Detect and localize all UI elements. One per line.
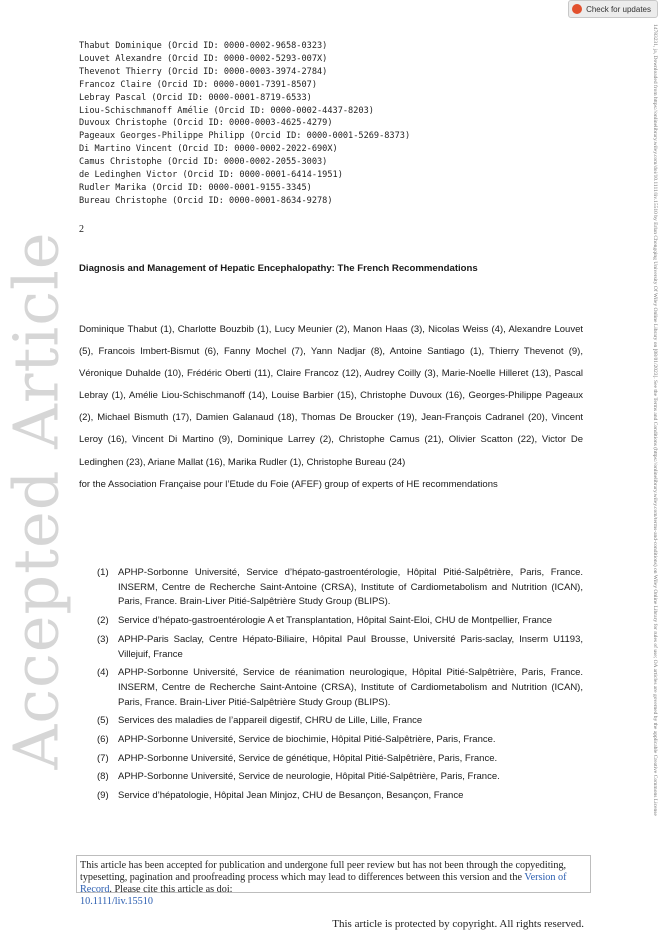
side-note-text: 14783231, ja, Downloaded from https://onlinelibrary.wiley.com/doi/10.1111/liv.15510 by Erlan Chongqing University Of Wiley Online Library on [08/01/2023]. See the Terms and Conditions (https://onlinelibrary.wiley.com/terms-and-conditions) on Wiley Online Library for rules of use; OA articles are governed by the applicable Creative Commons License <box>652 24 658 816</box>
orcid-entry: Thabut Dominique (Orcid ID: 0000-0002-9658-0323) <box>79 41 328 51</box>
orcid-entry: Francoz Claire (Orcid ID: 0000-0001-7391-8507) <box>79 79 317 90</box>
check-for-updates-badge[interactable] <box>568 0 658 18</box>
group-statement: for the Association Française pour l’Etude du Foie (AFEF) group of experts of HE recommendations <box>79 478 498 490</box>
affiliation-text: APHP-Sorbonne Université, Service de génétique, Hôpital Pitié-Salpêtrière, Paris, France. <box>118 752 498 764</box>
affiliation-number: (3) <box>97 633 109 645</box>
affiliation-text: Services des maladies de l’appareil digestif, CHRU de Lille, Lille, France <box>118 715 423 727</box>
orcid-entry: de Ledinghen Victor (Orcid ID: 0000-0001-6414-1951) <box>79 170 343 181</box>
accepted-notice-box <box>76 855 591 907</box>
affiliation-number: (8) <box>97 771 109 783</box>
version-of-record-link[interactable]: Version of Record <box>80 872 567 895</box>
affiliation-item <box>97 789 583 804</box>
affiliation-text: APHP-Sorbonne Université, Service de réanimation neurologique, Hôpital Pitié-Salpêtrière, Paris, France. INSERM, Centre de Recherche Saint-Antoine (CRSA), Institute of Cardiometabolism and Nutrition (ICAN), Paris, France. Brain-Liver Pitié-Salpêtrière Study Group (BLIPS). <box>118 667 583 708</box>
affiliation-number: (9) <box>97 790 109 802</box>
affiliation-text: Service d’hépatologie, Hôpital Jean Minjoz, CHU de Besançon, Besançon, France <box>118 790 464 802</box>
affiliation-number: (6) <box>97 734 109 746</box>
check-updates-label: Check for updates <box>586 4 651 14</box>
affiliation-item <box>97 733 583 748</box>
affiliation-number: (5) <box>97 715 109 727</box>
affiliation-number: (7) <box>97 752 109 764</box>
article-title: Diagnosis and Management of Hepatic Encephalopathy: The French Recommendations <box>79 263 478 274</box>
orcid-entry: Louvet Alexandre (Orcid ID: 0000-0002-5293-007X) <box>79 53 328 64</box>
affiliation-text: APHP-Sorbonne Université, Service de neurologie, Hôpital Pitié-Salpêtrière, Paris, France. <box>118 771 500 783</box>
orcid-list <box>79 40 410 208</box>
orcid-entry: Rudler Marika (Orcid ID: 0000-0001-9155-3345) <box>79 182 312 193</box>
affiliation-item <box>97 666 583 710</box>
affiliation-list <box>97 566 583 808</box>
affiliation-number: (4) <box>97 667 109 679</box>
affiliation-item <box>97 752 583 767</box>
affiliation-text: APHP-Paris Saclay, Centre Hépato-Biliaire, Hôpital Paul Brousse, Université Paris-saclay, Inserm U1193, Villejuif, France <box>118 633 583 660</box>
orcid-entry: Bureau Christophe (Orcid ID: 0000-0001-8634-9278) <box>79 195 333 206</box>
affiliation-text: APHP-Sorbonne Université, Service d’hépato-gastroentérologie, Hôpital Pitié-Salpêtrière, Paris, France. INSERM, Centre de Recherche Saint-Antoine (CRSA), Institute of Cardiometabolism and Nutrition (ICAN), Paris, France. Brain-Liver Pitié-Salpêtrière Study Group (BLIPS). <box>118 567 583 608</box>
orcid-entry: Thevenot Thierry (Orcid ID: 0000-0003-3974-2784) <box>79 66 328 77</box>
orcid-entry: Pageaux Georges-Philippe Philipp (Orcid ID: 0000-0001-5269-8373) <box>79 131 411 142</box>
affiliation-item <box>97 566 583 610</box>
notice-text: This article has been accepted for publication and undergone full peer review but has not been through the copyediting, typesetting, pagination and proofreading process which may lead to differences between this version and the <box>80 860 567 883</box>
author-list <box>79 319 583 496</box>
affiliation-item <box>97 614 583 629</box>
page-number: 2 <box>79 224 84 235</box>
authors-text: Dominique Thabut (1), Charlotte Bouzbib (1), Lucy Meunier (2), Manon Haas (3), Nicolas Weiss (4), Alexandre Louvet (5), Francois Imbert-Bismut (6), Fanny Mochel (7), Yann Nadjar (8), Antoine Santiago (1), Thierry Thevenot (9), Véronique Duhalde (10), Frédéric Oberti (11), Claire Francoz (12), Audrey Coilly (3), Marie-Noelle Hilleret (13), Pascal Lebray (1), Amélie Liou-Schischmanoff (14), Louise Barbier (15), Christophe Duvoux (16), Georges-Philippe Pageaux (2), Michael Bismuth (17), Damien Galanaud (18), Thomas De Broucker (19), Jean-François Cadranel (20), Vincent Leroy (16), Vincent Di Martino (9), Dominique Larrey (2), Christophe Camus (21), Olivier Scatton (22), Victor De Ledinghen (23), Ariane Mallat (16), Marika Rudler (1), Christophe Bureau (24) <box>79 324 583 468</box>
affiliation-number: (1) <box>97 567 109 578</box>
orcid-entry: Di Martino Vincent (Orcid ID: 0000-0002-2022-690X) <box>79 144 338 155</box>
notice-cite-text: . Please cite this article as doi: <box>109 884 233 895</box>
copyright-footer: This article is protected by copyright. All rights reserved. <box>332 918 584 930</box>
crossmark-icon <box>572 4 582 14</box>
download-side-note <box>648 24 660 924</box>
affiliation-text: Service d’hépato-gastroentérologie A et Transplantation, Hôpital Saint-Eloi, CHU de Montpellier, France <box>118 615 553 627</box>
affiliation-number: (2) <box>97 615 109 627</box>
orcid-entry: Duvoux Christophe (Orcid ID: 0000-0003-4625-4279) <box>79 118 333 129</box>
affiliation-item <box>97 633 583 662</box>
orcid-entry: Liou-Schischmanoff Amélie (Orcid ID: 0000-0002-4437-8203) <box>79 105 374 116</box>
accepted-article-watermark <box>0 200 73 800</box>
watermark-text: Accepted Article <box>0 230 73 770</box>
orcid-entry: Lebray Pascal (Orcid ID: 0000-0001-8719-6533) <box>79 92 312 103</box>
affiliation-text: APHP-Sorbonne Université, Service de biochimie, Hôpital Pitié-Salpêtrière, Paris, France. <box>118 734 496 746</box>
orcid-entry: Camus Christophe (Orcid ID: 0000-0002-2055-3003) <box>79 157 328 168</box>
doi-link[interactable]: 10.1111/liv.15510 <box>80 896 153 907</box>
affiliation-item <box>97 714 583 729</box>
affiliation-item <box>97 770 583 785</box>
